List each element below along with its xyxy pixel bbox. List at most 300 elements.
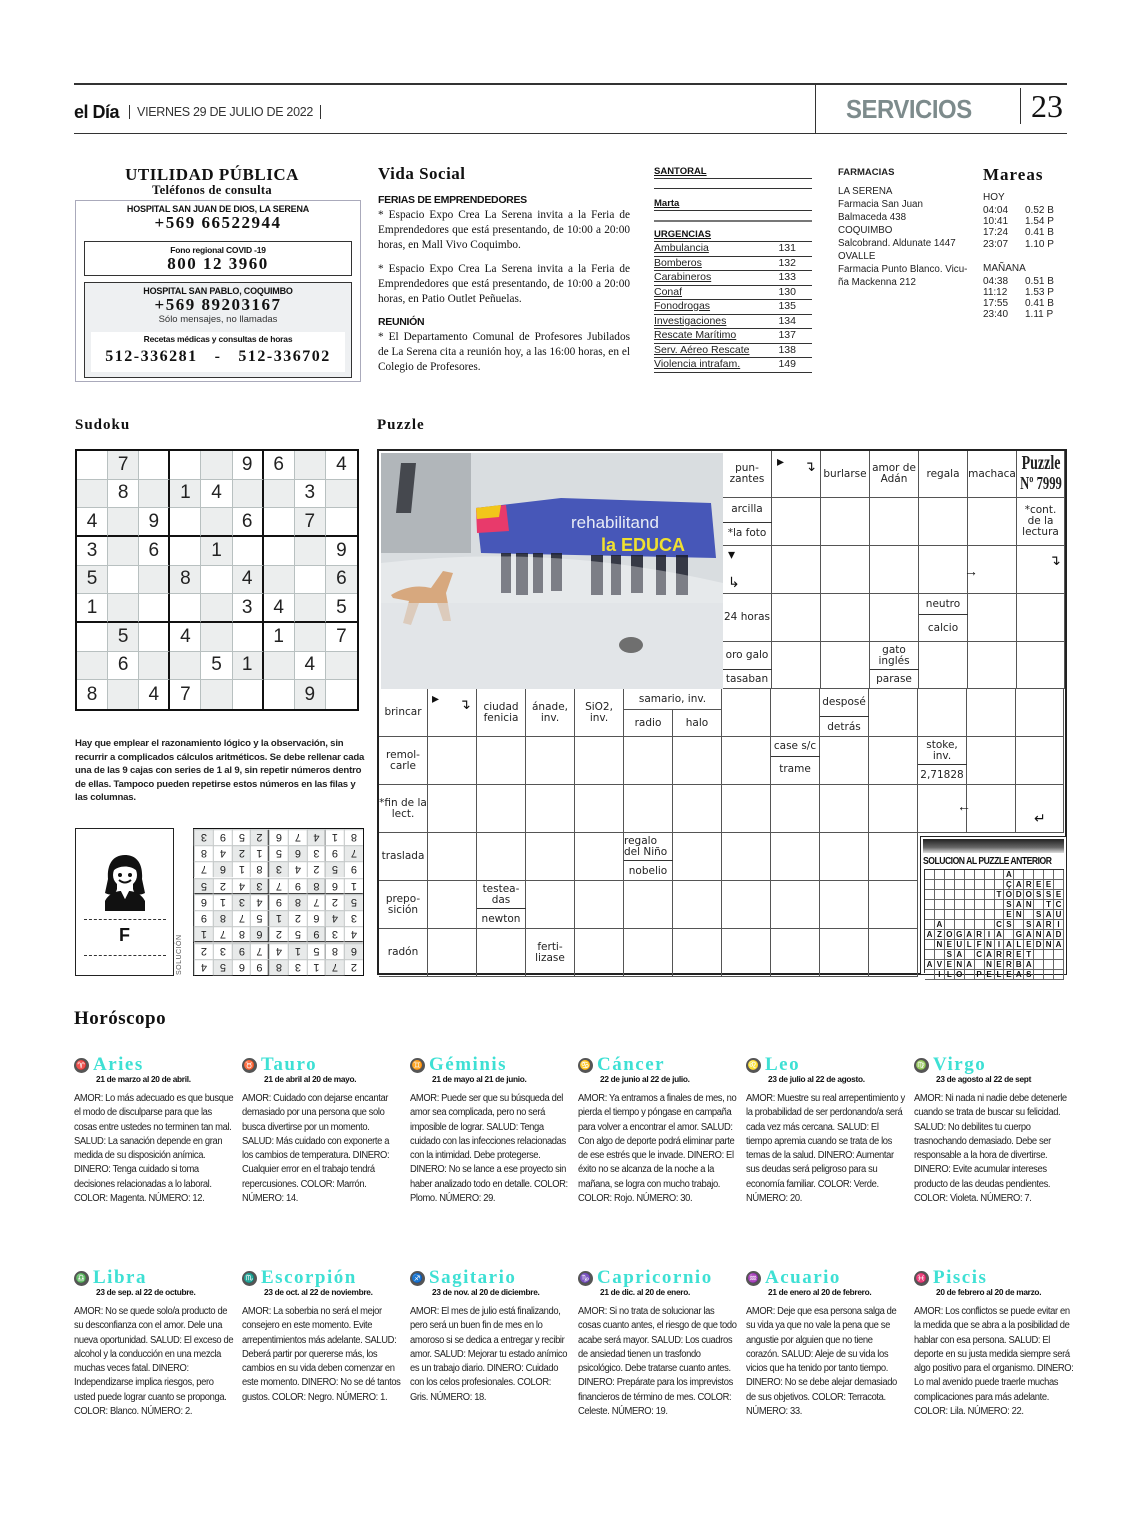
sudoku-cell[interactable]	[295, 451, 326, 480]
sudoku-cell[interactable]	[201, 508, 232, 537]
puzzle-cell[interactable]	[575, 833, 624, 881]
sudoku-cell[interactable]: 9	[326, 537, 357, 566]
clue-testeadas: testea-das	[482, 882, 520, 906]
sudoku-cell[interactable]	[108, 594, 139, 623]
clue-divider	[870, 669, 919, 670]
previous-solution-cell	[1034, 960, 1044, 970]
sudoku-cell[interactable]	[295, 623, 326, 652]
puzzle-cell[interactable]	[821, 594, 870, 642]
sudoku-cell[interactable]: 6	[233, 508, 264, 537]
sudoku-cell[interactable]	[264, 566, 295, 595]
previous-solution-cell	[945, 900, 955, 910]
sudoku-cell[interactable]	[139, 652, 170, 681]
solution-label: SOLUCIÓN	[176, 934, 183, 975]
arrow-return-icon: ↵	[1034, 810, 1046, 826]
urgencia-number: 130	[778, 285, 796, 298]
sudoku-cell[interactable]	[264, 508, 295, 537]
solution-cell: 4	[232, 878, 251, 894]
recetas-box	[91, 332, 345, 372]
puzzle-cell[interactable]	[722, 737, 771, 785]
sudoku-cell[interactable]	[139, 594, 170, 623]
sudoku-cell[interactable]: 3	[77, 537, 108, 566]
puzzle-cell[interactable]	[575, 785, 624, 833]
solution-cell: 1	[194, 926, 213, 942]
sign-dates: 21 de enero al 20 de febrero.	[768, 1287, 872, 1297]
puzzle-cell[interactable]	[771, 929, 820, 977]
sudoku-cell[interactable]	[170, 508, 201, 537]
sudoku-cell[interactable]: 5	[326, 594, 357, 623]
puzzle-cell[interactable]	[869, 785, 918, 833]
previous-solution-cell: E	[1014, 950, 1024, 960]
sudoku-cell[interactable]: 4	[233, 566, 264, 595]
hospital-coquimbo-note: Sólo mensajes, no llamadas	[158, 314, 278, 325]
previous-solution-cell: L	[1014, 940, 1024, 950]
newspaper-logo[interactable]: el Día	[74, 101, 120, 122]
puzzle-cell[interactable]	[870, 498, 919, 546]
sign-header	[578, 1268, 738, 1288]
vida-social-paragraph: * Espacio Expo Crea La Serena invita a la Feria de Emprendedores que está presentando, de 10:00 a 20:00 horas, en Mall Vivo Coquimbo.	[378, 209, 630, 251]
previous-solution-panel	[920, 836, 1067, 979]
urgencia-row	[654, 286, 812, 301]
puzzle-cell[interactable]	[820, 929, 869, 977]
clue-sio2-inv: SiO2, inv.	[575, 689, 624, 737]
sign-name: Tauro	[261, 1054, 318, 1075]
solution-cell: 1	[232, 861, 251, 877]
previous-solution-cell	[955, 920, 965, 930]
puzzle-cell[interactable]	[919, 498, 968, 546]
puzzle-cell[interactable]	[820, 833, 869, 881]
sudoku-cell[interactable]: 1	[77, 594, 108, 623]
puzzle-cell[interactable]	[968, 642, 1017, 689]
previous-solution-cell	[985, 870, 995, 880]
puzzle-cell[interactable]	[967, 785, 1016, 833]
sudoku-cell[interactable]	[139, 480, 170, 509]
solution-cell: 3	[250, 878, 269, 894]
solution-cell: 3	[307, 845, 326, 861]
tide-time: 17:55	[983, 298, 1009, 310]
previous-solution-cell: L	[945, 970, 955, 980]
sudoku-cell[interactable]: 9	[233, 451, 264, 480]
clue-divider	[477, 908, 526, 909]
solution-cell: 9	[250, 959, 269, 975]
sign-name: Libra	[93, 1267, 147, 1288]
tide-row	[983, 227, 1068, 238]
puzzle-cell[interactable]	[575, 737, 624, 785]
urgencia-label: Conaf	[654, 285, 683, 298]
sign-text: AMOR: La soberbia no será el mejor consejero en este momento. Evite arrepentimientos más adelante. SALUD: Deberá partir por quererse más, los cambios en su vida deben comenzar en este momento. DINERO: No se dé tantos gustos. COLOR: Negro. NÚMERO: 1.	[242, 1306, 401, 1403]
vida-social-title: Vida Social	[378, 164, 466, 183]
previous-solution-cell: T	[1044, 900, 1054, 910]
arrow-corner-icon: ↳	[728, 574, 740, 590]
sudoku-cell[interactable]	[201, 594, 232, 623]
urgencia-number: 134	[778, 314, 796, 327]
sudoku-cell[interactable]: 5	[77, 566, 108, 595]
sudoku-cell[interactable]	[233, 623, 264, 652]
sudoku-cell[interactable]: 5	[201, 652, 232, 681]
sign-name: Sagitario	[429, 1267, 517, 1288]
sudoku-cell[interactable]: 1	[264, 623, 295, 652]
solution-cell: 2	[344, 959, 363, 975]
sudoku-solution-grid	[193, 828, 364, 976]
puzzle-cell[interactable]	[968, 498, 1017, 546]
sudoku-cell[interactable]: 8	[77, 680, 108, 709]
solution-cell: 5	[232, 829, 251, 845]
solution-cell: 8	[288, 894, 307, 910]
sudoku-cell[interactable]	[108, 680, 139, 709]
puzzle-cell[interactable]	[722, 785, 771, 833]
solution-banner	[923, 839, 1064, 853]
puzzle-cell[interactable]	[820, 737, 869, 785]
split-cell	[820, 689, 869, 737]
sudoku-cell[interactable]	[295, 566, 326, 595]
sudoku-cell[interactable]: 4	[139, 680, 170, 709]
solution-cell: 6	[269, 829, 288, 845]
sudoku-cell[interactable]: 1	[170, 480, 201, 509]
clue-calcio: calcio	[927, 622, 959, 634]
puzzle-cell[interactable]	[526, 881, 575, 929]
puzzle-cell[interactable]	[870, 594, 919, 642]
sign-dates: 23 de agosto al 22 de sept	[936, 1074, 1032, 1084]
puzzle-cell[interactable]	[820, 785, 869, 833]
puzzle-cell[interactable]	[1016, 689, 1064, 737]
puzzle-cell[interactable]	[575, 881, 624, 929]
previous-solution-cell	[965, 950, 975, 960]
previous-solution-cell	[975, 890, 985, 900]
sudoku-cell[interactable]	[77, 451, 108, 480]
puzzle-cell[interactable]	[771, 881, 820, 929]
solution-cell: 7	[194, 861, 213, 877]
previous-solution-cell	[925, 920, 935, 930]
sudoku-cell[interactable]	[233, 680, 264, 709]
puzzle-name: Puzzle	[1021, 452, 1061, 474]
sudoku-cell[interactable]: 7	[295, 508, 326, 537]
sudoku-cell[interactable]: 7	[326, 623, 357, 652]
previous-solution-cell: T	[1024, 950, 1034, 960]
previous-solution-cell: B	[1014, 960, 1024, 970]
solution-cell: 2	[325, 894, 344, 910]
sign-name: Cáncer	[597, 1054, 666, 1075]
previous-solution-cell: D	[1034, 940, 1044, 950]
solution-cell: 5	[344, 894, 363, 910]
split-cell	[624, 833, 673, 881]
tide-height: 0.41 B	[1025, 298, 1054, 310]
previous-solution-cell	[955, 890, 965, 900]
puzzle-photo	[381, 453, 723, 689]
previous-solution-cell: P	[975, 970, 985, 980]
clue-preposicion: prepo-sición	[379, 881, 428, 929]
solution-cell: 9	[232, 943, 251, 959]
puzzle-cell[interactable]	[919, 546, 968, 594]
previous-solution-cell	[925, 910, 935, 920]
sudoku-gender-card	[75, 828, 174, 976]
sudoku-cell[interactable]: 7	[108, 451, 139, 480]
sudoku-cell[interactable]: 1	[233, 652, 264, 681]
previous-solution-cell: U	[955, 940, 965, 950]
sudoku-cell[interactable]	[295, 594, 326, 623]
puzzle-cell[interactable]	[526, 785, 575, 833]
urgencia-row	[654, 358, 812, 373]
solution-cell: 3	[213, 943, 232, 959]
puzzle-cell[interactable]	[575, 929, 624, 977]
sudoku-cell[interactable]	[326, 480, 357, 509]
puzzle-cell[interactable]	[673, 881, 722, 929]
sudoku-cell[interactable]: 6	[139, 537, 170, 566]
sudoku-cell[interactable]	[201, 566, 232, 595]
sudoku-cell[interactable]: 4	[170, 623, 201, 652]
previous-solution-cell	[965, 900, 975, 910]
puzzle-cell[interactable]	[1017, 594, 1065, 642]
puzzle-cell[interactable]	[477, 929, 526, 977]
sudoku-cell[interactable]	[77, 652, 108, 681]
sign-dates: 21 de dic. al 20 de enero.	[600, 1287, 690, 1297]
sudoku-cell[interactable]	[170, 652, 201, 681]
previous-solution-cell: A	[1044, 930, 1054, 940]
aquarius-icon: ♒	[746, 1271, 761, 1286]
previous-solution-cell	[1054, 880, 1064, 890]
puzzle-cell[interactable]	[772, 594, 821, 642]
sign-name: Escorpión	[261, 1267, 357, 1288]
protest-photo-image	[381, 453, 723, 689]
farmacias	[838, 166, 978, 289]
sudoku-cell[interactable]	[170, 594, 201, 623]
puzzle-cell[interactable]	[428, 833, 477, 881]
puzzle-cell[interactable]	[624, 929, 673, 977]
solution-cell: 6	[344, 943, 363, 959]
previous-solution-cell: L	[995, 970, 1005, 980]
previous-solution-cell: T	[995, 890, 1005, 900]
puzzle-cell[interactable]	[869, 881, 918, 929]
puzzle-cell[interactable]	[673, 929, 722, 977]
previous-solution-cell	[985, 900, 995, 910]
urgencia-label: Fonodrogas	[654, 300, 711, 312]
puzzle-cell[interactable]	[428, 881, 477, 929]
sign-dates: 22 de junio al 22 de julio.	[600, 1074, 690, 1084]
puzzle-cell[interactable]	[771, 689, 820, 737]
puzzle-cell[interactable]	[673, 785, 722, 833]
puzzle-cell[interactable]	[428, 929, 477, 977]
sudoku-cell[interactable]: 4	[295, 652, 326, 681]
santoral-urgencias	[654, 166, 812, 373]
clue-cont-lectura: *cont. de la lectura	[1017, 498, 1065, 546]
sudoku-cell[interactable]	[326, 680, 357, 709]
urgencia-row	[654, 257, 812, 272]
sign-text: AMOR: Si no trata de solucionar las cosas cuanto antes, el riesgo de que todo acabe será mayor. SALUD: Los cuadros de ansiedad tienen un trasfondo psicológico. Debe tratarse cuanto antes. DINERO: Prepárate para los imprevistos financieros de término de mes. COLOR: Celeste. NÚMERO: 19.	[578, 1306, 737, 1418]
clue-e-constant: 2,71828	[920, 768, 964, 781]
sudoku-cell[interactable]	[233, 480, 264, 509]
puzzle-cell[interactable]	[967, 737, 1016, 785]
puzzle-cell[interactable]	[821, 546, 870, 594]
sign-name: Géminis	[429, 1054, 508, 1075]
previous-solution-cell	[975, 870, 985, 880]
previous-solution-cell	[1014, 920, 1024, 930]
puzzle-cell[interactable]	[526, 833, 575, 881]
puzzle-cell[interactable]	[526, 737, 575, 785]
solution-cell: 2	[269, 926, 288, 942]
puzzle-cell[interactable]	[1017, 642, 1065, 689]
sudoku-title: Sudoku	[75, 417, 131, 433]
previous-solution-cell	[965, 920, 975, 930]
puzzle-cell[interactable]	[772, 498, 821, 546]
puzzle-cell[interactable]	[821, 498, 870, 546]
sudoku-cell[interactable]	[264, 680, 295, 709]
sudoku-cell[interactable]: 3	[295, 480, 326, 509]
previous-solution-cell	[1044, 950, 1054, 960]
puzzle-cell[interactable]	[967, 689, 1016, 737]
tide-time: 11:12	[983, 287, 1008, 299]
puzzle-cell[interactable]	[722, 929, 771, 977]
sudoku-cell[interactable]	[295, 537, 326, 566]
sudoku-cell[interactable]: 9	[139, 508, 170, 537]
urgencia-number: 131	[778, 242, 796, 254]
sudoku-cell[interactable]: 9	[295, 680, 326, 709]
horoscope-sign-libra	[74, 1268, 234, 1419]
sudoku-cell[interactable]: 8	[108, 480, 139, 509]
sign-dates: 23 de sep. al 22 de octubre.	[96, 1287, 196, 1297]
horoscope-sign-tauro	[242, 1055, 402, 1206]
solution-cell: 1	[250, 845, 269, 861]
sudoku-cell[interactable]: 3	[233, 594, 264, 623]
puzzle-cell[interactable]	[428, 785, 477, 833]
sudoku-cell[interactable]	[326, 508, 357, 537]
sudoku-cell[interactable]	[201, 623, 232, 652]
puzzle-cell[interactable]	[919, 642, 968, 689]
sudoku-cell[interactable]: 4	[201, 480, 232, 509]
previous-solution-cell: A	[1034, 920, 1044, 930]
covid-number: 800 12 3960	[167, 254, 269, 273]
sudoku-cell[interactable]	[264, 652, 295, 681]
sudoku-cell[interactable]: 5	[108, 623, 139, 652]
previous-solution-cell	[985, 920, 995, 930]
sudoku-cell[interactable]: 6	[264, 451, 295, 480]
covid-phone-box	[84, 241, 352, 276]
sudoku-cell[interactable]: 8	[170, 566, 201, 595]
solution-cell: 4	[325, 910, 344, 926]
issue-date: VIERNES 29 DE JULIO DE 2022	[129, 105, 321, 119]
puzzle-cell[interactable]	[477, 833, 526, 881]
puzzle-cell[interactable]	[918, 689, 967, 737]
previous-solution-cell	[925, 900, 935, 910]
solution-cell: 8	[194, 845, 213, 861]
sudoku-cell[interactable]	[201, 451, 232, 480]
puzzle-cell[interactable]	[673, 737, 722, 785]
puzzle-cell[interactable]	[772, 642, 821, 689]
puzzle-cell[interactable]	[772, 546, 821, 594]
puzzle-cell[interactable]	[771, 833, 820, 881]
puzzle-cell[interactable]	[624, 785, 673, 833]
sudoku-cell[interactable]	[170, 537, 201, 566]
previous-solution-cell	[955, 910, 965, 920]
solution-cell: 9	[288, 878, 307, 894]
sudoku-cell[interactable]	[264, 537, 295, 566]
solution-cell: 7	[307, 894, 326, 910]
puzzle-cell[interactable]	[722, 881, 771, 929]
arrow-right-icon: ▸	[432, 690, 440, 706]
sudoku-cell[interactable]	[77, 623, 108, 652]
previous-solution-cell: A	[995, 930, 1005, 940]
previous-solution-cell	[975, 960, 985, 970]
previous-solution-cell	[1044, 970, 1054, 980]
sudoku-cell[interactable]	[139, 451, 170, 480]
clue-stoke-inv: stoke, inv.	[926, 738, 958, 762]
sudoku-cell[interactable]	[139, 623, 170, 652]
previous-solution-cell: S	[1024, 920, 1034, 930]
previous-solution-cell: Z	[935, 930, 945, 940]
sudoku-cell[interactable]: 7	[170, 680, 201, 709]
sudoku-cell[interactable]: 6	[108, 652, 139, 681]
sudoku-cell[interactable]	[108, 537, 139, 566]
sudoku-cell[interactable]: 4	[264, 594, 295, 623]
farmacia-line: LA SERENA	[838, 186, 893, 197]
puzzle-cell[interactable]	[1016, 737, 1064, 785]
puzzle-cell[interactable]	[771, 785, 820, 833]
previous-solution-cell: A	[1004, 870, 1014, 880]
sudoku-cell[interactable]	[77, 480, 108, 509]
sudoku-cell[interactable]	[201, 680, 232, 709]
sudoku-cell[interactable]	[139, 566, 170, 595]
sudoku-cell[interactable]: 6	[326, 566, 357, 595]
arrow-down-icon: ↴	[459, 696, 471, 712]
sudoku-cell[interactable]	[108, 566, 139, 595]
sudoku-cell[interactable]: 4	[77, 508, 108, 537]
solution-cell: 4	[288, 861, 307, 877]
sudoku-cell[interactable]	[170, 451, 201, 480]
puzzle-cell[interactable]	[477, 785, 526, 833]
clue-halo: halo	[673, 710, 722, 737]
puzzle-cell[interactable]	[968, 594, 1017, 642]
sudoku-cell[interactable]	[264, 480, 295, 509]
puzzle-cell[interactable]	[673, 833, 722, 881]
previous-solution-cell	[965, 970, 975, 980]
tide-time: 04:04	[983, 205, 1009, 216]
horoscope-sign-acuario	[746, 1268, 906, 1419]
sign-header	[410, 1055, 570, 1075]
previous-solution-cell	[1054, 960, 1064, 970]
puzzle-cell[interactable]	[869, 833, 918, 881]
previous-solution-cell: O	[955, 970, 965, 980]
sudoku-cell[interactable]	[233, 537, 264, 566]
clue-arcilla: arcilla	[731, 503, 763, 515]
previous-solution-cell	[1004, 930, 1014, 940]
puzzle-cell[interactable]	[869, 689, 918, 737]
puzzle-cell[interactable]	[820, 881, 869, 929]
sudoku-cell[interactable]	[326, 652, 357, 681]
puzzle-cell[interactable]	[870, 546, 919, 594]
puzzle-cell[interactable]	[869, 737, 918, 785]
sign-text: AMOR: Los conflictos se puede evitar en la medida que se abra a la posibilidad de hablar con esa persona. SALUD: El deporte en su justa medida siempre será algo positivo para el organismo. DINERO: Lo mal avenido puede traerle muchas complicaciones para más adelante. COLOR: Lila. NÚMERO: 22.	[914, 1306, 1074, 1418]
clue-parase: parase	[876, 673, 912, 685]
puzzle-cell[interactable]	[722, 833, 771, 881]
sudoku-cell[interactable]: 1	[201, 537, 232, 566]
clue-punzantes: pun-zantes	[723, 451, 772, 498]
previous-solution-cell	[975, 880, 985, 890]
solution-cell: 7	[213, 926, 232, 942]
previous-solution-cell: A	[925, 960, 935, 970]
horoscope-sign-cancer	[578, 1055, 738, 1206]
puzzle-cell[interactable]	[722, 689, 771, 737]
puzzle-cell[interactable]	[821, 642, 870, 689]
sudoku-cell[interactable]	[108, 508, 139, 537]
puzzle-cell[interactable]	[624, 737, 673, 785]
previous-solution-cell: R	[1044, 920, 1054, 930]
sudoku-cell[interactable]: 4	[326, 451, 357, 480]
solution-cell: 7	[232, 910, 251, 926]
solution-cell: 4	[213, 845, 232, 861]
puzzle-cell[interactable]	[624, 881, 673, 929]
previous-solution-cell	[1054, 950, 1064, 960]
puzzle-cell[interactable]	[869, 929, 918, 977]
puzzle-cell[interactable]	[428, 737, 477, 785]
puzzle-cell[interactable]	[477, 737, 526, 785]
